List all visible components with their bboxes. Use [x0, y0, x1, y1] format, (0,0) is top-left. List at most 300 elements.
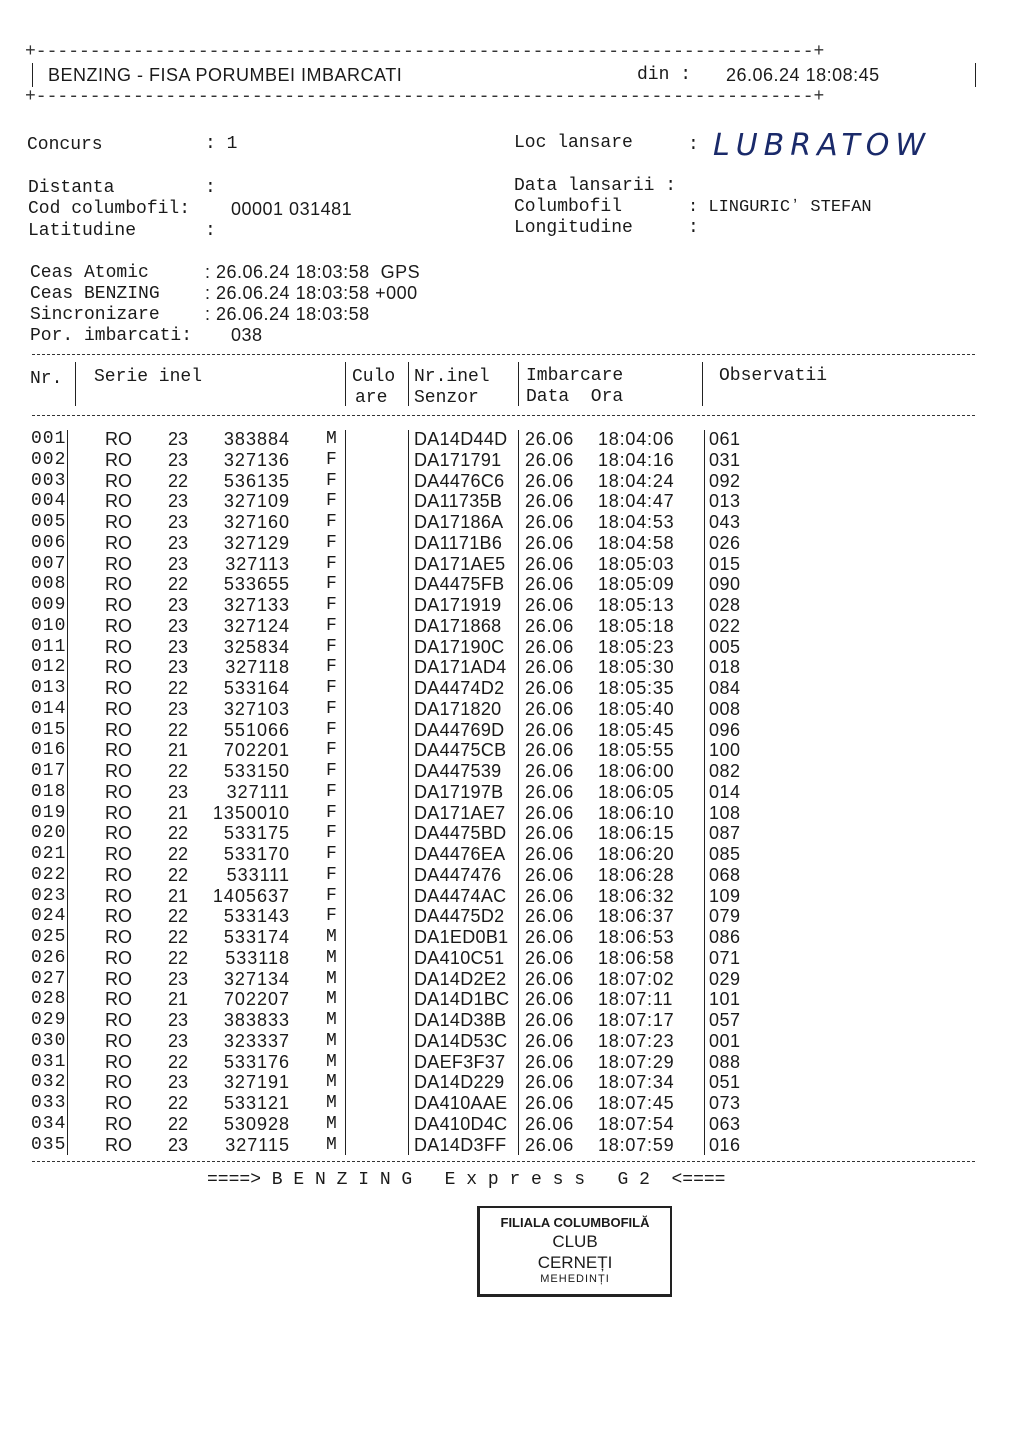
row-date: 26.06: [525, 1093, 575, 1113]
row-sensor: DA171791: [414, 449, 502, 470]
row-year: 23: [168, 595, 189, 615]
row-ring-number: 702207: [223, 989, 290, 1010]
row-time: 18:06:28: [598, 864, 675, 885]
row-observation: 108: [709, 802, 741, 823]
row-sex: F: [326, 802, 337, 823]
row-year: 22: [168, 761, 189, 781]
row-nr: 026: [31, 947, 67, 968]
row-nr: 016: [31, 740, 67, 761]
row-ring-number: 327118: [225, 657, 290, 678]
row-time: 18:05:23: [598, 636, 675, 657]
row-observation: 013: [709, 491, 741, 512]
row-ring-number: 327134: [223, 968, 290, 989]
table-header-rule: [32, 415, 975, 416]
concurs-label: Concurs: [27, 135, 103, 155]
row-country: RO: [105, 947, 132, 968]
row-observation: 085: [709, 844, 741, 864]
row-sensor: DA410AAE: [414, 1093, 508, 1113]
row-country: RO: [105, 968, 132, 989]
row-time: 18:06:37: [598, 906, 675, 927]
table-row: [0, 678, 1024, 699]
table-row: [0, 803, 1024, 824]
row-year: 23: [168, 657, 189, 678]
din-label: din :: [637, 65, 692, 85]
row-sex: M: [326, 927, 337, 947]
row-country: RO: [105, 906, 132, 927]
row-country: RO: [105, 761, 132, 781]
row-country: RO: [105, 595, 132, 615]
row-time: 18:07:59: [598, 1134, 675, 1155]
row-observation: 018: [709, 657, 741, 678]
row-time: 18:07:54: [598, 1113, 675, 1134]
row-year: 22: [168, 823, 189, 844]
club-stamp: [477, 1206, 672, 1297]
row-observation: 101: [709, 989, 741, 1010]
row-sensor: DA4475D2: [414, 906, 505, 927]
col-header-imbarcare: Imbarcare: [526, 366, 624, 386]
row-year: 23: [168, 1134, 189, 1155]
row-nr: 001: [31, 429, 67, 449]
row-date: 26.06: [525, 698, 575, 719]
row-sex: M: [326, 989, 337, 1010]
row-sensor: DA4476EA: [414, 844, 506, 864]
row-time: 18:07:34: [598, 1072, 675, 1093]
row-time: 18:06:20: [598, 844, 675, 864]
row-time: 18:05:13: [598, 595, 675, 615]
row-nr: 002: [31, 449, 67, 470]
table-row: [0, 1010, 1024, 1031]
row-country: RO: [105, 636, 132, 657]
row-sex: F: [326, 761, 337, 781]
table-row: [0, 865, 1024, 886]
row-ring-number: 551066: [223, 719, 290, 740]
row-date: 26.06: [525, 823, 575, 844]
row-observation: 073: [709, 1093, 741, 1113]
row-sex: M: [326, 1134, 337, 1155]
row-year: 23: [168, 1010, 189, 1030]
row-sex: F: [326, 449, 337, 470]
row-observation: 087: [709, 823, 741, 844]
col-header-data-ora: Data Ora: [526, 387, 624, 407]
row-sex: M: [326, 1030, 337, 1051]
row-time: 18:07:11: [598, 989, 674, 1010]
row-nr: 005: [31, 512, 67, 532]
table-bottom-rule: [32, 1161, 975, 1162]
row-date: 26.06: [525, 927, 575, 947]
row-observation: 029: [709, 968, 741, 989]
col-header-are: are: [355, 388, 388, 408]
row-time: 18:04:24: [598, 470, 675, 491]
stamp-line-1: FILIALA COLUMBOFILĂ: [500, 1215, 650, 1230]
row-time: 18:04:06: [598, 429, 675, 449]
row-nr: 023: [31, 885, 67, 906]
row-date: 26.06: [525, 740, 575, 761]
row-nr: 027: [31, 968, 67, 989]
row-sensor: DAEF3F37: [414, 1051, 506, 1072]
table-row: [0, 761, 1024, 782]
row-ring-number: 327133: [223, 595, 290, 615]
row-nr: 032: [31, 1072, 67, 1093]
row-time: 18:07:29: [598, 1051, 675, 1072]
row-ring-number: 533118: [225, 947, 290, 968]
row-sex: F: [326, 698, 337, 719]
row-country: RO: [105, 553, 132, 574]
row-year: 21: [168, 802, 189, 823]
concurs-value: : 1: [205, 134, 238, 154]
row-sensor: DA44769D: [414, 719, 505, 740]
table-row: [0, 1093, 1024, 1114]
row-sex: F: [326, 678, 337, 698]
row-date: 26.06: [525, 553, 575, 574]
row-sex: F: [326, 636, 337, 657]
row-sensor: DA14D44D: [414, 429, 508, 449]
row-observation: 071: [709, 947, 741, 968]
row-country: RO: [105, 698, 132, 719]
row-ring-number: 533164: [223, 678, 290, 698]
row-sensor: DA171AD4: [414, 657, 507, 678]
table-row: [0, 637, 1024, 658]
row-nr: 004: [31, 491, 67, 512]
row-sensor: DA447476: [414, 864, 502, 885]
row-year: 23: [168, 636, 189, 657]
row-sensor: DA447539: [414, 761, 502, 781]
row-year: 23: [168, 512, 189, 532]
row-sex: F: [326, 823, 337, 844]
row-observation: 028: [709, 595, 741, 615]
row-nr: 011: [31, 636, 67, 657]
row-sex: F: [326, 532, 337, 553]
row-ring-number: 325834: [223, 636, 290, 657]
header-sep-nr: [75, 362, 76, 406]
latitudine-colon: :: [205, 221, 216, 241]
row-year: 23: [168, 449, 189, 470]
row-sensor: DA4475FB: [414, 574, 505, 595]
row-sex: M: [326, 1113, 337, 1134]
row-time: 18:05:18: [598, 615, 675, 636]
row-date: 26.06: [525, 1072, 575, 1093]
stamp-line-4: MEHEDINȚI: [540, 1273, 610, 1285]
footer-banner: ====> B E N Z I N G E x p r e s s G 2 <====: [207, 1170, 726, 1190]
row-ring-number: 533176: [223, 1051, 290, 1072]
row-sensor: DA171919: [414, 595, 502, 615]
row-country: RO: [105, 1072, 132, 1093]
row-sensor: DA14D38B: [414, 1010, 507, 1030]
row-country: RO: [105, 512, 132, 532]
longitudine-label: Longitudine: [514, 218, 633, 238]
row-date: 26.06: [525, 989, 575, 1010]
row-country: RO: [105, 1093, 132, 1113]
table-row: [0, 844, 1024, 865]
table-row: [0, 906, 1024, 927]
row-sensor: DA171AE7: [414, 802, 506, 823]
row-observation: 057: [709, 1010, 741, 1030]
row-sex: F: [326, 906, 337, 927]
table-row: [0, 429, 1024, 450]
row-time: 18:05:09: [598, 574, 675, 595]
row-nr: 013: [31, 678, 67, 698]
row-time: 18:04:53: [598, 512, 675, 532]
row-country: RO: [105, 1030, 132, 1051]
row-date: 26.06: [525, 1113, 575, 1134]
row-time: 18:07:23: [598, 1030, 675, 1051]
report-title: BENZING - FISA PORUMBEI IMBARCATI: [48, 65, 403, 85]
row-nr: 031: [31, 1051, 67, 1072]
row-sensor: DA14D2E2: [414, 968, 507, 989]
row-ring-number: 327109: [223, 491, 290, 512]
row-time: 18:05:35: [598, 678, 675, 698]
table-row: [0, 1114, 1024, 1135]
col-header-serie: Serie inel: [94, 367, 203, 387]
row-time: 18:05:55: [598, 740, 675, 761]
col-header-observatii: Observatii: [719, 366, 828, 386]
row-ring-number: 533121: [223, 1093, 290, 1113]
row-ring-number: 327136: [223, 449, 290, 470]
row-nr: 020: [31, 823, 67, 844]
header-sep-imbarcare: [518, 362, 519, 406]
row-nr: 010: [31, 615, 67, 636]
row-sex: F: [326, 864, 337, 885]
table-row: [0, 989, 1024, 1010]
row-year: 23: [168, 781, 189, 802]
row-year: 23: [168, 698, 189, 719]
loc-lansare-handwritten: LUBRATOW: [713, 128, 932, 163]
row-nr: 017: [31, 761, 67, 781]
row-observation: 063: [709, 1113, 741, 1134]
row-date: 26.06: [525, 470, 575, 491]
row-date: 26.06: [525, 761, 575, 781]
row-sex: M: [326, 1093, 337, 1113]
row-country: RO: [105, 1113, 132, 1134]
row-observation: 001: [709, 1030, 741, 1051]
row-year: 22: [168, 947, 189, 968]
row-date: 26.06: [525, 512, 575, 532]
row-time: 18:05:30: [598, 657, 675, 678]
row-year: 23: [168, 968, 189, 989]
row-sex: F: [326, 615, 337, 636]
row-country: RO: [105, 927, 132, 947]
row-nr: 030: [31, 1030, 67, 1051]
row-time: 18:06:15: [598, 823, 675, 844]
row-time: 18:07:45: [598, 1093, 675, 1113]
table-row: [0, 927, 1024, 948]
latitudine-label: Latitudine: [28, 221, 137, 241]
table-row: [0, 450, 1024, 471]
row-nr: 025: [31, 927, 67, 947]
loc-lansare-colon: :: [688, 135, 699, 155]
row-date: 26.06: [525, 636, 575, 657]
row-nr: 012: [31, 657, 67, 678]
row-year: 22: [168, 1093, 189, 1113]
row-year: 22: [168, 927, 189, 947]
table-row: [0, 782, 1024, 803]
header-sep-obs: [702, 362, 703, 406]
ceas-benzing-value: : 26.06.24 18:03:58 +000: [205, 283, 418, 303]
row-sensor: DA410D4C: [414, 1113, 508, 1134]
table-row: [0, 969, 1024, 990]
row-observation: 008: [709, 698, 741, 719]
row-ring-number: 533143: [223, 906, 290, 927]
row-date: 26.06: [525, 449, 575, 470]
header-bottom-border: +------------------------------------------------------------------------+: [25, 87, 825, 107]
row-sex: F: [326, 574, 337, 595]
data-lansarii-label: Data lansarii :: [514, 176, 677, 196]
row-ring-number: 536135: [223, 470, 290, 491]
row-year: 22: [168, 719, 189, 740]
row-sex: M: [326, 429, 337, 449]
row-sex: F: [326, 719, 337, 740]
row-sensor: DA171868: [414, 615, 502, 636]
row-ring-number: 327124: [223, 615, 290, 636]
row-observation: 079: [709, 906, 741, 927]
row-sex: F: [326, 512, 337, 532]
row-nr: 014: [31, 698, 67, 719]
col-header-senzor: Senzor: [414, 388, 479, 408]
table-row: [0, 948, 1024, 969]
cod-columbofil-value: 00001 031481: [231, 199, 353, 219]
row-date: 26.06: [525, 947, 575, 968]
row-time: 18:05:03: [598, 553, 675, 574]
row-time: 18:06:53: [598, 927, 675, 947]
row-ring-number: 327129: [223, 532, 290, 553]
row-sex: F: [326, 885, 337, 906]
row-ring-number: 327191: [223, 1072, 290, 1093]
row-year: 23: [168, 615, 189, 636]
table-row: [0, 512, 1024, 533]
row-sex: F: [326, 595, 337, 615]
row-country: RO: [105, 532, 132, 553]
report-datetime: 26.06.24 18:08:45: [726, 65, 880, 85]
row-time: 18:07:02: [598, 968, 675, 989]
table-row: [0, 1072, 1024, 1093]
table-row: [0, 554, 1024, 575]
row-sex: F: [326, 470, 337, 491]
row-sex: F: [326, 740, 337, 761]
row-year: 22: [168, 1051, 189, 1072]
row-ring-number: 383833: [223, 1010, 290, 1030]
row-country: RO: [105, 470, 132, 491]
row-sensor: DA4475CB: [414, 740, 507, 761]
table-row: [0, 491, 1024, 512]
row-country: RO: [105, 1134, 132, 1155]
row-observation: 026: [709, 532, 741, 553]
header-left-border: [32, 63, 33, 87]
row-nr: 019: [31, 802, 67, 823]
row-ring-number: 702201: [223, 740, 290, 761]
row-date: 26.06: [525, 719, 575, 740]
row-time: 18:07:17: [598, 1010, 675, 1030]
row-date: 26.06: [525, 844, 575, 864]
row-sensor: DA4475BD: [414, 823, 507, 844]
row-sensor: DA11735B: [414, 491, 503, 512]
sincronizare-value: : 26.06.24 18:03:58: [205, 304, 370, 324]
row-sensor: DA4476C6: [414, 470, 505, 491]
row-country: RO: [105, 678, 132, 698]
row-sensor: DA1171B6: [414, 532, 503, 553]
row-ring-number: 327160: [223, 512, 290, 532]
row-year: 21: [168, 885, 189, 906]
row-country: RO: [105, 864, 132, 885]
row-ring-number: 327113: [225, 553, 290, 574]
row-nr: 022: [31, 864, 67, 885]
row-sensor: DA14D1BC: [414, 989, 510, 1010]
row-nr: 029: [31, 1010, 67, 1030]
sincronizare-label: Sincronizare: [30, 305, 160, 325]
row-sensor: DA410C51: [414, 947, 505, 968]
row-date: 26.06: [525, 657, 575, 678]
row-sensor: DA171820: [414, 698, 502, 719]
row-year: 23: [168, 491, 189, 512]
row-nr: 024: [31, 906, 67, 927]
row-date: 26.06: [525, 491, 575, 512]
row-nr: 006: [31, 532, 67, 553]
row-observation: 016: [709, 1134, 741, 1155]
row-observation: 086: [709, 927, 741, 947]
loc-lansare-label: Loc lansare: [514, 133, 633, 153]
row-sex: F: [326, 781, 337, 802]
row-observation: 005: [709, 636, 741, 657]
table-row: [0, 616, 1024, 637]
row-ring-number: 533170: [223, 844, 290, 864]
row-sex: F: [326, 657, 337, 678]
row-nr: 008: [31, 574, 67, 595]
row-observation: 088: [709, 1051, 741, 1072]
row-sensor: DA14D53C: [414, 1030, 508, 1051]
row-date: 26.06: [525, 1051, 575, 1072]
row-sensor: DA1ED0B1: [414, 927, 509, 947]
row-time: 18:06:58: [598, 947, 675, 968]
por-imbarcati-label: Por. imbarcati:: [30, 326, 193, 346]
row-date: 26.06: [525, 864, 575, 885]
table-row: [0, 1052, 1024, 1073]
row-country: RO: [105, 844, 132, 864]
columbofil-value: : LINGURICʼ STEFAN: [688, 198, 872, 217]
row-nr: 035: [31, 1134, 67, 1155]
cod-columbofil-label: Cod columbofil:: [28, 199, 191, 219]
row-ring-number: 327115: [225, 1134, 290, 1155]
table-row: [0, 574, 1024, 595]
table-row: [0, 886, 1024, 907]
row-sex: M: [326, 1010, 337, 1030]
row-year: 22: [168, 906, 189, 927]
row-sensor: DA17197B: [414, 781, 504, 802]
longitudine-colon: :: [688, 218, 699, 238]
col-header-nr: Nr.: [30, 369, 63, 389]
row-ring-number: 533655: [223, 574, 290, 595]
header-sep-culo: [345, 362, 346, 406]
row-date: 26.06: [525, 885, 575, 906]
row-date: 26.06: [525, 532, 575, 553]
row-nr: 007: [31, 553, 67, 574]
row-year: 22: [168, 864, 189, 885]
row-observation: 014: [709, 781, 741, 802]
row-ring-number: 327103: [223, 698, 290, 719]
row-country: RO: [105, 657, 132, 678]
row-ring-number: 327111: [226, 781, 290, 802]
ceas-atomic-label: Ceas Atomic: [30, 263, 149, 283]
row-country: RO: [105, 823, 132, 844]
por-imbarcati-value: 038: [231, 325, 263, 345]
table-row: [0, 533, 1024, 554]
row-sex: M: [326, 947, 337, 968]
row-year: 22: [168, 470, 189, 491]
row-year: 21: [168, 740, 189, 761]
table-row: [0, 657, 1024, 678]
row-sensor: DA14D3FF: [414, 1134, 507, 1155]
row-observation: 082: [709, 761, 741, 781]
row-time: 18:06:05: [598, 781, 675, 802]
row-date: 26.06: [525, 1010, 575, 1030]
row-nr: 028: [31, 989, 67, 1010]
